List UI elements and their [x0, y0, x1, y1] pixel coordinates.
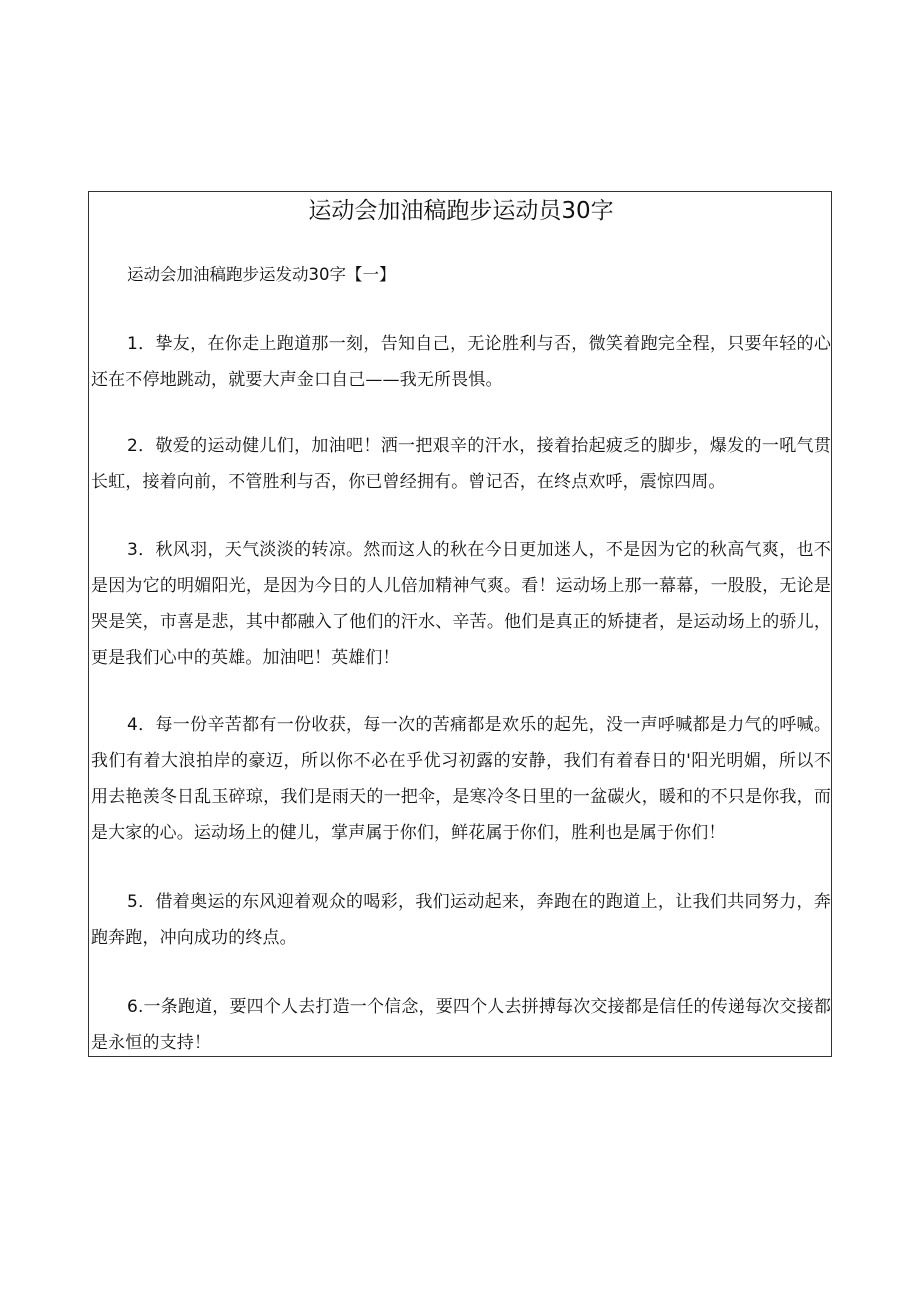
paragraph-4: 4．每一份辛苦都有一份收获，每一次的苦痛都是欢乐的起先，没一声呼喊都是力气的呼喊。我们有着大浪拍岸的豪迈，所以你不必在乎优习初露的安静，我们有着春日的'阳光明媚，所以不用去艳羡冬日乱玉碎琼，我们是雨天的一把伞，是寒冷冬日里的一盆碳火，暖和的不只是你我，而是大家的心。运动场上的健儿，掌声属于你们，鲜花属于你们，胜利也是属于你们！: [91, 715, 831, 843]
paragraph-6: 6.一条跑道，要四个人去打造一个信念，要四个人去拼搏每次交接都是信任的传递每次交接都是永恒的支持！: [91, 997, 831, 1053]
paragraph-3: 3．秋风羽，天气淡淡的转凉。然而这人的秋在今日更加迷人，不是因为它的秋高气爽，也不是因为它的明媚阳光，是因为今日的人儿倍加精神气爽。看！运动场上那一幕幕，一股股，无论是哭是笑，市喜是悲，其中都融入了他们的汗水、辛苦。他们是真正的矫捷者，是运动场上的骄儿，更是我们心中的英雄。加油吧！英雄们！: [91, 540, 831, 668]
paragraph-5: 5．借着奥运的东风迎着观众的喝彩，我们运动起来，奔跑在的跑道上，让我们共同努力，奔跑奔跑，冲向成功的终点。: [91, 892, 831, 948]
paragraph-2: 2．敬爱的运动健儿们，加油吧！洒一把艰辛的汗水，接着抬起疲乏的脚步，爆发的一吼气贯长虹，接着向前，不管胜利与否，你已曾经拥有。曾记否，在终点欢呼，震惊四周。: [91, 436, 831, 492]
paragraph-1: 1．挚友，在你走上跑道那一刻，告知自己，无论胜利与否，微笑着跑完全程，只要年轻的心还在不停地跳动，就要大声金口自己——我无所畏惧。: [91, 334, 831, 390]
document-title: 运动会加油稿跑步运动员30字: [308, 198, 614, 224]
document-frame: [88, 191, 832, 1057]
section-subtitle: 运动会加油稿跑步运发动30字【一】: [127, 265, 396, 284]
